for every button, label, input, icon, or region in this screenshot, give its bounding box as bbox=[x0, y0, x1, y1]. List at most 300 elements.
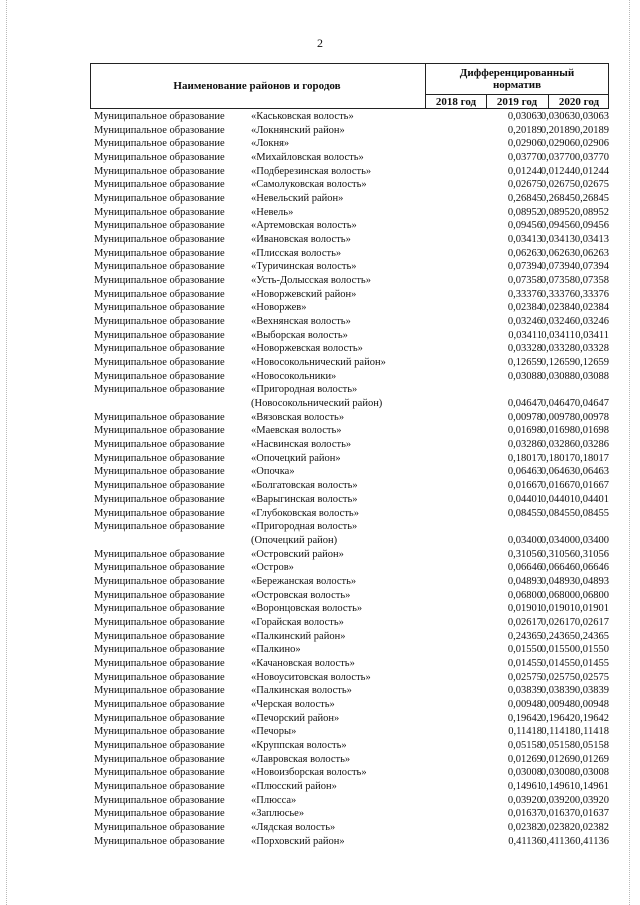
value-2019: 0,03246 bbox=[540, 316, 575, 328]
row-label: Муниципальное образование bbox=[94, 480, 225, 492]
table-row bbox=[94, 780, 614, 794]
row-label: Муниципальное образование bbox=[94, 821, 225, 833]
value-2018: 0,07394 bbox=[507, 261, 542, 273]
value-2018: 0,33376 bbox=[507, 288, 542, 300]
table-row bbox=[94, 684, 614, 698]
row-name bbox=[251, 110, 354, 124]
row-label: Муниципальное образование bbox=[94, 234, 225, 246]
row-name bbox=[251, 124, 345, 138]
value-2020: 0,03246 bbox=[574, 316, 609, 328]
value-2020: 0,12659 bbox=[574, 357, 609, 369]
row-name-line1: «Выборская волость» bbox=[251, 329, 348, 341]
table-row bbox=[94, 794, 614, 808]
value-2019: 0,03063 bbox=[540, 111, 575, 122]
row-name bbox=[251, 684, 352, 698]
row-name bbox=[251, 616, 344, 630]
row-name bbox=[251, 725, 296, 739]
row-label: Муниципальное образование bbox=[94, 507, 225, 519]
value-2020: 0,01550 bbox=[574, 644, 609, 656]
value-2018: 0,03413 bbox=[507, 234, 542, 246]
value-2020: 0,31056 bbox=[574, 548, 609, 560]
row-label: Муниципальное образование bbox=[94, 835, 225, 847]
row-label: Муниципальное образование bbox=[94, 220, 225, 232]
value-2020: 0,03328 bbox=[574, 343, 609, 355]
value-2020: 0,01269 bbox=[574, 753, 609, 765]
value-2020: 0,06463 bbox=[574, 466, 609, 478]
row-name-line1: «Новоржев» bbox=[251, 302, 307, 314]
value-2020: 0,11418 bbox=[575, 726, 609, 738]
row-name-line1: «Лавровская волость» bbox=[251, 753, 351, 765]
value-2018: 0,08952 bbox=[507, 206, 542, 218]
row-label: Муниципальное образование bbox=[94, 261, 225, 273]
row-label: Муниципальное образование bbox=[94, 124, 225, 136]
row-name bbox=[251, 452, 341, 466]
value-2019: 0,24365 bbox=[540, 630, 575, 642]
value-2019: 0,03839 bbox=[540, 685, 575, 697]
table-row bbox=[94, 206, 614, 220]
row-name bbox=[251, 383, 382, 410]
value-2019: 0,03286 bbox=[540, 439, 575, 451]
row-name-line1: «Невель» bbox=[251, 206, 294, 218]
table-row bbox=[94, 479, 614, 493]
value-2020: 0,05158 bbox=[574, 739, 609, 751]
row-name-line1: «Вехнянская волость» bbox=[251, 316, 351, 328]
row-name-line1: «Ивановская волость» bbox=[251, 234, 351, 246]
value-2018: 0,03328 bbox=[507, 343, 542, 355]
header-top-rule bbox=[90, 63, 609, 64]
row-name bbox=[251, 794, 296, 808]
value-2018: 0,41136 bbox=[508, 835, 542, 847]
row-name bbox=[251, 712, 339, 726]
row-label: Муниципальное образование bbox=[94, 193, 225, 205]
row-name-line1: «Новоржевская волость» bbox=[251, 343, 363, 355]
value-2019: 0,33376 bbox=[540, 288, 575, 300]
row-name-line1: «Черская волость» bbox=[251, 698, 335, 710]
value-2018: 0,01698 bbox=[507, 425, 542, 437]
row-label: Муниципальное образование bbox=[94, 316, 225, 328]
row-name bbox=[251, 753, 350, 767]
value-2020: 0,04893 bbox=[574, 575, 609, 587]
value-2018: 0,06646 bbox=[507, 562, 542, 574]
row-label: Муниципальное образование bbox=[94, 521, 225, 533]
row-name-line1: «Новосокольники» bbox=[251, 370, 337, 382]
value-2020: 0,07394 bbox=[574, 261, 609, 273]
value-2019: 0,02675 bbox=[540, 179, 575, 191]
row-name-line1: «Остров» bbox=[251, 562, 294, 574]
row-label: Муниципальное образование bbox=[94, 671, 225, 683]
value-2019: 0,19642 bbox=[540, 712, 575, 724]
row-name bbox=[251, 548, 344, 562]
value-2020: 0,02675 bbox=[574, 179, 609, 191]
row-name-line1: «Пригородная волость» bbox=[251, 521, 358, 533]
row-name bbox=[251, 178, 367, 192]
value-2020: 0,01637 bbox=[574, 808, 609, 820]
row-label: Муниципальное образование bbox=[94, 794, 225, 806]
table-row bbox=[94, 110, 614, 124]
value-2019: 0,31056 bbox=[540, 548, 575, 560]
row-name-line1: «Опочецкий район» bbox=[251, 452, 341, 464]
row-label: Муниципальное образование bbox=[94, 370, 225, 382]
table-row bbox=[94, 356, 614, 370]
value-2019: 0,01550 bbox=[540, 644, 575, 656]
table-row bbox=[94, 548, 614, 562]
table-row bbox=[94, 288, 614, 302]
table-row bbox=[94, 274, 614, 288]
row-name bbox=[251, 424, 342, 438]
value-2020: 0,02382 bbox=[574, 821, 609, 833]
value-2019: 0,01901 bbox=[540, 603, 575, 615]
row-name-line1: «Плюсский район» bbox=[251, 780, 337, 792]
value-2018: 0,04893 bbox=[507, 575, 542, 587]
row-name bbox=[251, 233, 351, 247]
row-name bbox=[251, 206, 293, 220]
value-2020: 0,01901 bbox=[574, 603, 609, 615]
row-name-line1: «Палкинская волость» bbox=[251, 685, 352, 697]
row-name-line1: «Качановская волость» bbox=[251, 657, 355, 669]
value-2018: 0,02382 bbox=[507, 821, 542, 833]
value-2019: 0,03008 bbox=[540, 767, 575, 779]
row-name bbox=[251, 780, 337, 794]
value-2018: 0,00978 bbox=[507, 411, 542, 423]
table-row bbox=[94, 589, 614, 603]
row-name-line1: «Глубоковская волость» bbox=[251, 507, 359, 519]
value-2020: 0,18017 bbox=[574, 452, 609, 464]
table-row bbox=[94, 616, 614, 630]
row-name bbox=[251, 507, 359, 521]
table-row bbox=[94, 739, 614, 753]
table-row bbox=[94, 383, 614, 410]
value-2018: 0,01667 bbox=[507, 480, 542, 492]
value-2019: 0,01244 bbox=[540, 165, 575, 177]
value-2020: 0,01244 bbox=[574, 165, 609, 177]
value-2019: 0,05158 bbox=[540, 739, 575, 751]
row-name-line1: «Палкинский район» bbox=[251, 630, 346, 642]
row-label: Муниципальное образование bbox=[94, 739, 225, 751]
row-name bbox=[251, 739, 347, 753]
row-name-line1: «Насвинская волость» bbox=[251, 439, 352, 451]
row-label: Муниципальное образование bbox=[94, 206, 225, 218]
value-2018: 0,06463 bbox=[507, 466, 542, 478]
value-2020: 0,14961 bbox=[574, 780, 609, 792]
table-row bbox=[94, 247, 614, 261]
value-2020: 0,20189 bbox=[574, 124, 609, 136]
value-2019: 0,04893 bbox=[540, 575, 575, 587]
page-edge-right bbox=[629, 0, 630, 905]
row-label: Муниципальное образование bbox=[94, 138, 225, 150]
row-name-line1: «Новоржевский район» bbox=[251, 288, 357, 300]
value-2020: 0,06263 bbox=[574, 247, 609, 259]
row-label: Муниципальное образование bbox=[94, 808, 225, 820]
value-2020: 0,03411 bbox=[575, 329, 609, 341]
value-2020: 0,04647 bbox=[574, 398, 609, 410]
row-name-line1: «Локня» bbox=[251, 138, 290, 150]
row-name bbox=[251, 493, 358, 507]
row-name-line1: «Новоизборская волость» bbox=[251, 767, 367, 779]
value-2019: 0,00948 bbox=[540, 698, 575, 710]
value-2020: 0,06646 bbox=[574, 562, 609, 574]
row-name-line1: «Варыгинская волость» bbox=[251, 493, 358, 505]
row-name-line1: «Воронцовская волость» bbox=[251, 603, 363, 615]
row-name bbox=[251, 575, 356, 589]
value-2019: 0,07358 bbox=[540, 275, 575, 287]
value-2020: 0,08455 bbox=[574, 507, 609, 519]
table-row bbox=[94, 835, 614, 849]
table-row bbox=[94, 178, 614, 192]
value-2018: 0,03839 bbox=[507, 685, 542, 697]
table-row bbox=[94, 712, 614, 726]
value-2019: 0,02906 bbox=[540, 138, 575, 150]
row-name bbox=[251, 561, 294, 575]
row-name-line1: «Печорский район» bbox=[251, 712, 340, 724]
row-name bbox=[251, 219, 357, 233]
value-2018: 0,06800 bbox=[507, 589, 542, 601]
row-name bbox=[251, 274, 371, 288]
value-2018: 0,03008 bbox=[507, 767, 542, 779]
value-2018: 0,18017 bbox=[507, 452, 542, 464]
row-label: Муниципальное образование bbox=[94, 493, 225, 505]
value-2019: 0,02575 bbox=[540, 671, 575, 683]
table-row bbox=[94, 465, 614, 479]
value-2020: 0,41136 bbox=[575, 835, 609, 847]
value-2019: 0,04401 bbox=[540, 493, 575, 505]
value-2018: 0,01455 bbox=[507, 657, 542, 669]
row-name-line1: «Островский район» bbox=[251, 548, 344, 560]
row-name-line1: «Вязовская волость» bbox=[251, 411, 345, 423]
value-2019: 0,03920 bbox=[540, 794, 575, 806]
value-2019: 0,09456 bbox=[540, 220, 575, 232]
row-name-line1: «Палкино» bbox=[251, 644, 301, 656]
value-2018: 0,14961 bbox=[507, 780, 542, 792]
row-label: Муниципальное образование bbox=[94, 466, 225, 478]
value-2019: 0,02382 bbox=[540, 821, 575, 833]
value-2019: 0,41136 bbox=[541, 835, 575, 847]
value-2019: 0,03413 bbox=[540, 234, 575, 246]
value-2020: 0,03008 bbox=[574, 767, 609, 779]
row-name-line2: (Новосокольнический район) bbox=[251, 398, 383, 410]
row-name bbox=[251, 698, 335, 712]
row-name bbox=[251, 356, 386, 370]
row-name bbox=[251, 766, 367, 780]
row-name bbox=[251, 370, 336, 384]
table-row bbox=[94, 233, 614, 247]
norm-title-line2: норматив bbox=[492, 79, 542, 91]
value-2019: 0,18017 bbox=[540, 452, 575, 464]
value-2020: 0,08952 bbox=[574, 206, 609, 218]
value-2018: 0,05158 bbox=[507, 739, 542, 751]
row-label: Муниципальное образование bbox=[94, 575, 225, 587]
row-name bbox=[251, 807, 304, 821]
row-name bbox=[251, 342, 363, 356]
value-2018: 0,01244 bbox=[507, 165, 542, 177]
table-row bbox=[94, 493, 614, 507]
value-2020: 0,03839 bbox=[574, 685, 609, 697]
value-2018: 0,04401 bbox=[507, 493, 542, 505]
row-name bbox=[251, 192, 343, 206]
value-2020: 0,03088 bbox=[574, 370, 609, 382]
row-name bbox=[251, 835, 345, 849]
row-name-line1: «Заплюсье» bbox=[251, 808, 305, 820]
value-2018: 0,20189 bbox=[507, 124, 542, 136]
value-2018: 0,31056 bbox=[507, 548, 542, 560]
value-2020: 0,01667 bbox=[574, 480, 609, 492]
row-label: Муниципальное образование bbox=[94, 644, 225, 656]
value-2018: 0,03920 bbox=[507, 794, 542, 806]
value-2019: 0,20189 bbox=[540, 124, 575, 136]
row-label: Муниципальное образование bbox=[94, 425, 225, 437]
row-name bbox=[251, 260, 357, 274]
value-2019: 0,00978 bbox=[540, 411, 575, 423]
page-number: 2 bbox=[317, 36, 323, 50]
value-2018: 0,01550 bbox=[507, 644, 542, 656]
table-row bbox=[94, 165, 614, 179]
row-name bbox=[251, 247, 341, 261]
row-label: Муниципальное образование bbox=[94, 357, 225, 369]
row-label: Муниципальное образование bbox=[94, 753, 225, 765]
row-label: Муниципальное образование bbox=[94, 767, 225, 779]
value-2020: 0,03413 bbox=[574, 234, 609, 246]
row-label: Муниципальное образование bbox=[94, 302, 225, 314]
value-2020: 0,19642 bbox=[574, 712, 609, 724]
row-label: Муниципальное образование bbox=[94, 685, 225, 697]
value-2018: 0,01637 bbox=[507, 808, 542, 820]
table-row bbox=[94, 452, 614, 466]
row-name-line1: «Локнянский район» bbox=[251, 124, 345, 136]
value-2018: 0,02384 bbox=[507, 302, 542, 314]
table-row bbox=[94, 438, 614, 452]
table-row bbox=[94, 260, 614, 274]
value-2019: 0,03411 bbox=[541, 329, 575, 341]
table-row bbox=[94, 342, 614, 356]
row-label: Муниципальное образование bbox=[94, 452, 225, 464]
header-years-rule bbox=[425, 94, 609, 95]
row-name-line1: «Печоры» bbox=[251, 726, 297, 738]
value-2018: 0,03088 bbox=[507, 370, 542, 382]
column-header-name: Наименование районов и городов bbox=[173, 80, 341, 92]
row-name-line2: (Опочецкий район) bbox=[251, 534, 338, 546]
table-row bbox=[94, 301, 614, 315]
value-2019: 0,03770 bbox=[540, 152, 575, 164]
value-2019: 0,03400 bbox=[540, 534, 575, 546]
row-name bbox=[251, 137, 289, 151]
row-name-line1: «Подберезинская волость» bbox=[251, 165, 372, 177]
table-row bbox=[94, 507, 614, 521]
row-label: Муниципальное образование bbox=[94, 275, 225, 287]
table-row bbox=[94, 329, 614, 343]
table-row bbox=[94, 192, 614, 206]
value-2020: 0,03920 bbox=[574, 794, 609, 806]
value-2019: 0,07394 bbox=[540, 261, 575, 273]
value-2019: 0,06463 bbox=[540, 466, 575, 478]
row-name bbox=[251, 151, 364, 165]
value-2020: 0,09456 bbox=[574, 220, 609, 232]
row-name-line1: «Самолуковская волость» bbox=[251, 179, 367, 191]
value-2019: 0,11418 bbox=[541, 726, 575, 738]
value-2018: 0,07358 bbox=[507, 275, 542, 287]
value-2019: 0,06263 bbox=[540, 247, 575, 259]
value-2018: 0,06263 bbox=[507, 247, 542, 259]
table-row bbox=[94, 753, 614, 767]
row-name bbox=[251, 465, 295, 479]
table-row bbox=[94, 520, 614, 547]
value-2020: 0,00978 bbox=[574, 411, 609, 423]
value-2020: 0,24365 bbox=[574, 630, 609, 642]
table-row bbox=[94, 821, 614, 835]
value-2019: 0,03088 bbox=[540, 370, 575, 382]
row-name bbox=[251, 520, 357, 547]
table-row bbox=[94, 370, 614, 384]
row-name-line1: «Новосокольнический район» bbox=[251, 357, 386, 369]
table-header bbox=[90, 63, 609, 109]
value-2020: 0,07358 bbox=[574, 275, 609, 287]
row-name bbox=[251, 589, 350, 603]
row-name-line1: «Горайская волость» bbox=[251, 616, 344, 628]
table-row bbox=[94, 219, 614, 233]
row-name-line1: «Плюсса» bbox=[251, 794, 297, 806]
table-row bbox=[94, 151, 614, 165]
norm-title-line1: Дифференцированный bbox=[459, 67, 575, 79]
row-label: Муниципальное образование bbox=[94, 411, 225, 423]
row-name bbox=[251, 329, 348, 343]
row-label: Муниципальное образование bbox=[94, 562, 225, 574]
value-2018: 0,03411 bbox=[508, 329, 542, 341]
table-row bbox=[94, 137, 614, 151]
value-2018: 0,02906 bbox=[507, 138, 542, 150]
row-label: Муниципальное образование bbox=[94, 179, 225, 191]
row-label: Муниципальное образование bbox=[94, 630, 225, 642]
table-row bbox=[94, 561, 614, 575]
row-name-line1: «Невельский район» bbox=[251, 193, 344, 205]
column-header-2020: 2020 год bbox=[558, 96, 600, 108]
row-label: Муниципальное образование bbox=[94, 616, 225, 628]
row-label: Муниципальное образование bbox=[94, 111, 225, 122]
value-2020: 0,03400 bbox=[574, 534, 609, 546]
value-2019: 0,12659 bbox=[540, 357, 575, 369]
row-label: Муниципальное образование bbox=[94, 165, 225, 177]
table-body bbox=[94, 110, 614, 848]
value-2019: 0,04647 bbox=[540, 398, 575, 410]
row-name-line1: «Маевская волость» bbox=[251, 425, 342, 437]
row-label: Муниципальное образование bbox=[94, 548, 225, 560]
row-name-line1: «Круппская волость» bbox=[251, 739, 347, 751]
table-row bbox=[94, 424, 614, 438]
value-2020: 0,03286 bbox=[574, 439, 609, 451]
row-name bbox=[251, 288, 356, 302]
value-2020: 0,01455 bbox=[574, 657, 609, 669]
row-label: Муниципальное образование bbox=[94, 712, 225, 724]
value-2018: 0,01901 bbox=[507, 603, 542, 615]
value-2018: 0,00948 bbox=[507, 698, 542, 710]
row-name-line1: «Лядская волость» bbox=[251, 821, 336, 833]
value-2019: 0,26845 bbox=[540, 193, 575, 205]
row-name bbox=[251, 671, 371, 685]
row-label: Муниципальное образование bbox=[94, 439, 225, 451]
value-2019: 0,01269 bbox=[540, 753, 575, 765]
table-row bbox=[94, 315, 614, 329]
row-label: Муниципальное образование bbox=[94, 247, 225, 259]
table-row bbox=[94, 602, 614, 616]
value-2020: 0,02575 bbox=[574, 671, 609, 683]
value-2020: 0,04401 bbox=[574, 493, 609, 505]
row-name bbox=[251, 821, 335, 835]
row-label: Муниципальное образование bbox=[94, 329, 225, 341]
row-name-line1: «Островская волость» bbox=[251, 589, 351, 601]
value-2019: 0,06646 bbox=[540, 562, 575, 574]
row-label: Муниципальное образование bbox=[94, 698, 225, 710]
row-name-line1: «Михайловская волость» bbox=[251, 152, 364, 164]
value-2018: 0,03246 bbox=[507, 316, 542, 328]
table-row bbox=[94, 807, 614, 821]
page-edge-left bbox=[6, 0, 7, 905]
